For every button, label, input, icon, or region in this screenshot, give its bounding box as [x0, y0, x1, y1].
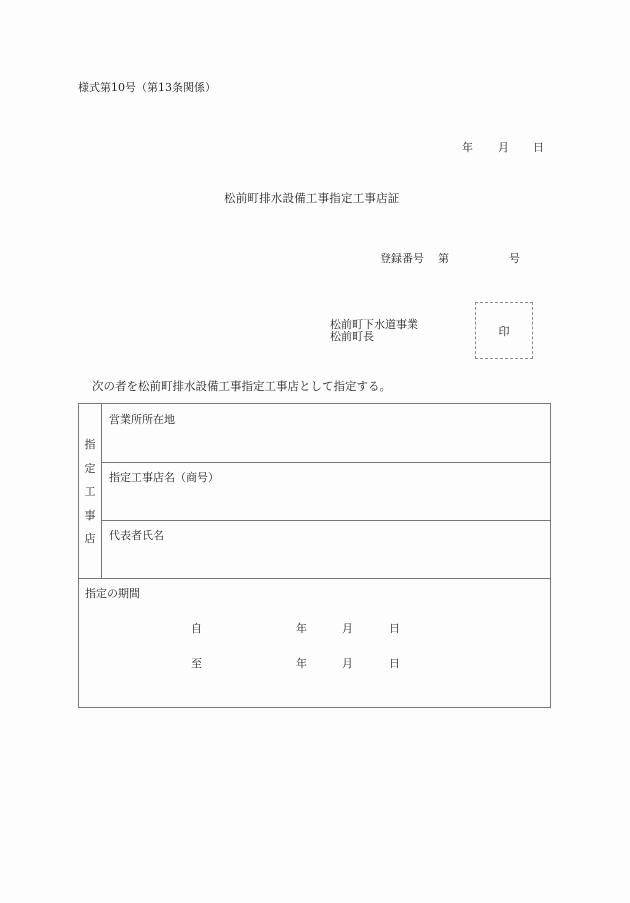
issue-date-month: 月 [498, 141, 509, 154]
form-number: 様式第10号（第13条関係） [78, 81, 216, 94]
issuer-organization: 松前町下水道事業 [330, 318, 418, 331]
period-to-day: 日 [389, 657, 400, 670]
row-divider [101, 462, 550, 463]
row-divider [79, 578, 550, 579]
period-from-year: 年 [296, 622, 307, 635]
intro-text: 次の者を松前町排水設備工事指定工事店として指定する。 [92, 379, 391, 393]
label-char: 事 [84, 508, 96, 522]
issuer-title: 松前町長 [330, 330, 374, 343]
label-char: 店 [84, 532, 96, 545]
period-from-day: 日 [389, 622, 400, 635]
seal-box [475, 302, 533, 359]
period-from-month: 月 [342, 622, 353, 635]
label-char: 指 [84, 438, 96, 451]
label-char: 工 [84, 485, 96, 498]
seal-label: 印 [498, 324, 510, 338]
issue-date-year: 年 [462, 141, 473, 154]
period-from-prefix: 自 [191, 622, 202, 635]
registration-label: 登録番号 [380, 252, 424, 265]
label-char: 定 [84, 461, 96, 475]
office-address-label: 営業所所在地 [109, 413, 175, 426]
designation-period-label: 指定の期間 [85, 587, 140, 600]
contractor-name-label: 指定工事店名（商号） [109, 471, 219, 484]
row-divider [101, 520, 550, 521]
issue-date-day: 日 [533, 141, 544, 154]
issuer [330, 319, 418, 343]
document-title: 松前町排水設備工事指定工事店証 [224, 191, 400, 205]
representative-name-label: 代表者氏名 [109, 529, 164, 542]
registration-prefix: 第 [438, 252, 449, 265]
period-to-prefix: 至 [191, 657, 202, 670]
column-divider [101, 404, 102, 579]
registration-suffix: 号 [509, 252, 520, 265]
period-to-month: 月 [342, 657, 353, 670]
designated-contractor-label [79, 433, 101, 551]
period-to-year: 年 [296, 657, 307, 670]
designation-table [78, 403, 551, 708]
